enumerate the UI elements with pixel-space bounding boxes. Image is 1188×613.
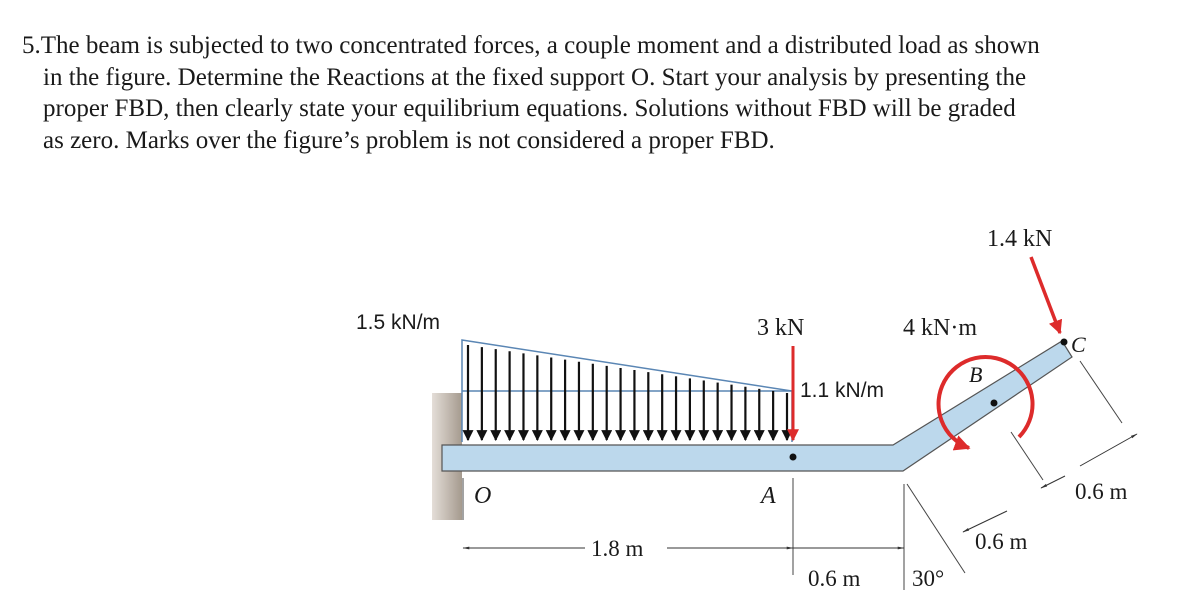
- label-dim-oa: 1.8 m: [591, 536, 644, 561]
- point-a-dot: [790, 454, 797, 461]
- label-point-c: C: [1071, 332, 1086, 357]
- problem-number: 5.: [22, 32, 41, 59]
- label-force-a: 3 kN: [757, 315, 805, 341]
- label-point-b: B: [969, 362, 983, 387]
- force-1-4kn-arrow: [1031, 257, 1060, 333]
- label-dim-a-bend: 0.6 m: [808, 566, 861, 591]
- point-c-dot: [1061, 339, 1068, 346]
- extension-line-c: [1080, 361, 1122, 423]
- label-moment: 4 kN·m: [903, 315, 977, 341]
- extension-line-angle: [907, 484, 965, 573]
- problem-line-text: The beam is subjected to two concentrated forces, a couple moment and a distributed load as shown: [40, 32, 1040, 59]
- label-load-right: 1.1 kN/m: [800, 379, 885, 402]
- point-b-dot: [991, 400, 998, 407]
- extension-line-b: [1011, 432, 1043, 480]
- label-load-left: 1.5 kN/m: [356, 311, 441, 334]
- distributed-load-arrows: [468, 345, 787, 440]
- dim-line-b-c-lower: [1041, 476, 1065, 488]
- label-point-a: A: [761, 483, 776, 509]
- label-dim-bend-b: 0.6 m: [975, 529, 1028, 554]
- label-angle: 30°: [912, 566, 945, 591]
- problem-line: in the figure. Determine the Reactions at the fixed support O. Start your analysis by presenting the: [43, 63, 1027, 91]
- problem-line: proper FBD, then clearly state your equilibrium equations. Solutions without FBD will be graded: [43, 95, 1016, 122]
- label-dim-b-c: 0.6 m: [1075, 479, 1128, 504]
- label-force-c: 1.4 kN: [987, 226, 1053, 252]
- dim-line-b-c-upper: [1080, 434, 1137, 466]
- label-point-o: O: [474, 483, 492, 509]
- problem-line: as zero. Marks over the figure’s problem is not considered a proper FBD.: [43, 126, 775, 154]
